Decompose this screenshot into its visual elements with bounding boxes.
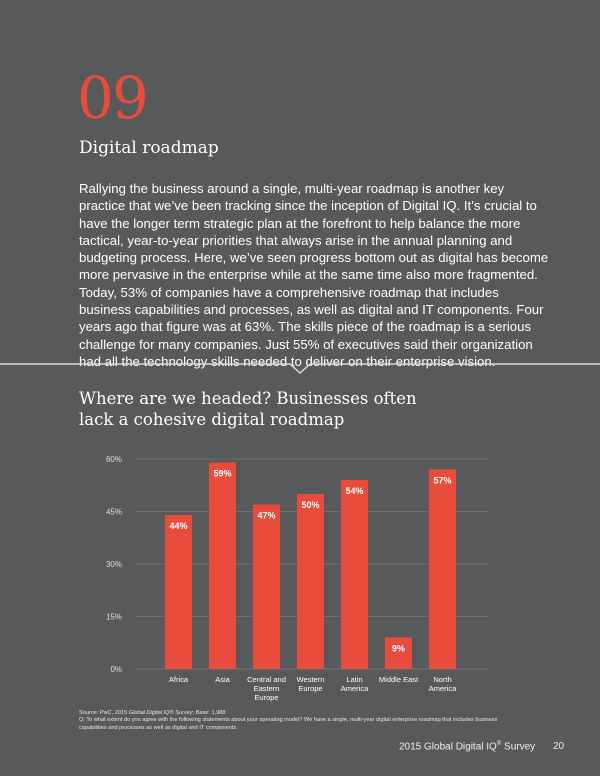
footer-title: [399, 741, 535, 752]
bar-value-label: 44%: [169, 521, 188, 531]
registered-mark: ®: [496, 741, 502, 747]
source-prefix: Source: PwC, 2015: [79, 710, 129, 716]
page-number: 20: [553, 741, 565, 752]
bar-value-label: 47%: [257, 510, 276, 521]
y-tick-label: 30%: [105, 560, 122, 569]
bar-value-label: 59%: [213, 468, 232, 479]
body-paragraph: Rallying the business around a single, multi-year roadmap is another key practice that we’ve been tracking since the inception of Digital IQ. It’s crucial to have the longer term strategic plan at the forefront to help balance the more tactical, year-to-year priorities that always arise in the annual planning and budgeting process. Here, we’ve seen progress bottom out as digital has become more pervasive in the enterprise while at the same time also more fragmented. Today, 53% of companies have a comprehensive roadmap that includes business capabilities and processes, as well as digital and IT components. Four years ago that figure was at 63%. The skills piece of the roadmap is a serious challenge for many companies. Just 55% of executives said their organization had all the technology skills needed to deliver on their enterprise vision.: [79, 181, 549, 369]
bar-value-label: 57%: [433, 475, 452, 486]
footer-title-text: 2015 Global Digital IQ: [399, 741, 497, 753]
bar: [341, 480, 368, 669]
bar-value-label: 9%: [391, 643, 406, 654]
bar: [165, 515, 192, 669]
bar-value-label: 54%: [345, 486, 364, 496]
y-tick-label: 15%: [105, 612, 122, 622]
bar-value-label: 50%: [301, 500, 320, 510]
x-category-label: Eastern: [253, 684, 280, 693]
bar: [209, 463, 236, 670]
x-category-label: Africa: [168, 675, 189, 684]
x-category-label: Latin: [346, 675, 363, 684]
y-tick-label: 0%: [110, 665, 122, 674]
x-category-label: Asia: [215, 675, 230, 684]
section-number: 09: [77, 64, 147, 132]
chart-title: Where are we headed? Businesses often lack a cohesive digital roadmap: [79, 389, 417, 429]
section-title: Digital roadmap: [79, 138, 219, 158]
chevron-down-icon: [0, 364, 600, 373]
x-category-label: Europe: [254, 693, 279, 702]
source-question: Q: To what extent do you agree with the following statements about your operating model? We have a single, multi-year digital enterprise roadmap that includes business capabilities and processes as well as digital and IT components.: [79, 717, 498, 731]
section-divider: [0, 360, 600, 374]
bar: [429, 470, 456, 670]
x-category-label: Central and: [247, 675, 286, 684]
x-category-label: Europe: [298, 684, 323, 693]
y-tick-label: 45%: [105, 507, 122, 517]
y-tick-label: 60%: [105, 455, 122, 464]
x-category-label: Middle East: [378, 675, 419, 684]
x-category-label: America: [428, 684, 457, 693]
bar: [297, 494, 324, 669]
bar-chart: [0, 440, 600, 710]
source-survey-name: Global Digital IQ® Survey: [128, 710, 193, 716]
source-base: ; Base: 1,988: [192, 710, 226, 716]
x-category-label: Western: [296, 675, 325, 684]
source-note: [79, 710, 519, 732]
x-category-label: North: [433, 675, 452, 684]
bar: [253, 505, 280, 670]
x-category-label: America: [340, 684, 369, 693]
footer-title-suffix: Survey: [501, 741, 536, 753]
